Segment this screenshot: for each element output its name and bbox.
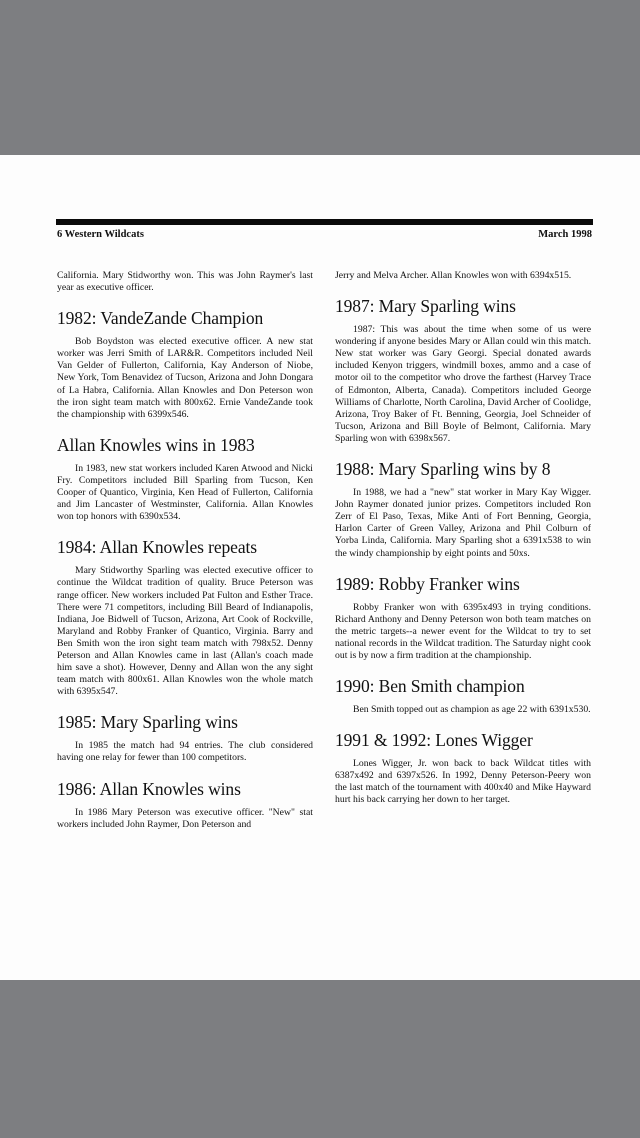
right-column [335,270,591,807]
header-rule [56,219,593,225]
section-heading-1988: 1988: Mary Sparling wins by 8 [335,459,551,480]
continued-paragraph: Jerry and Melva Archer. Allan Knowles won with 6394x515. [335,270,572,281]
section-body-1984: Mary Stidworthy Sparling was elected executive officer to continue the Wildcat tradition of quality. Bruce Peterson was range officer. New workers included Pat Fulton and Esther Trace. There were 71 competitors, including Bill Beard of Indianapolis, Indiana, Joe Bidwell of Tucson, Arizona, Art Cook of Rockville, Maryland and Robby Franker of Quantico, Virginia. Barry and Ben Smith won the iron sight team match with 798x52. Denny Peterson and Allan Knowles came in last (Allan's coach made him save a shot). However, Denny and Allan won the any sight team match with 800x61. Allan Knowles won the whole match with 6395x547. [57,565,313,698]
section-heading-1989: 1989: Robby Franker wins [335,573,520,594]
section-heading-1985: 1985: Mary Sparling wins [57,712,238,733]
section-heading-1984: 1984: Allan Knowles repeats [57,537,257,558]
section-body-1988: In 1988, we had a "new" stat worker in Mary Kay Wigger. John Raymer donated junior prizes. Competitors included Ron Zerr of El Paso, Texas, Mike Anti of Fort Benning, Georgia, Harlon Carter of Green Valley, Arizona and Phil Colburn of Yorba Linda, California. Mary Sparling shot a 6391x538 to win the windy championship by eight points and 50xs. [335,487,591,559]
section-body-1987: 1987: This was about the time when some of us were wondering if anyone besides Mary or Allan could win this match. New stat worker was Gary Georgi. Special donated awards included Kenyon triggers, windmill boxes, ammo and a case of motor oil to the competitor who drove the farthest (Harvey Trace of Edmonton, Alberta, Canada). Competitors included George Williams of Charlotte, North Carolina, David Archer of Coolidge, Arizona, Troy Baker of Ft. Benning, Georgia, Joel Schneider of Tucson, Arizona and Bill Boyle of Belmont, California. Mary Sparling won with 6398x567. [335,324,591,444]
continued-paragraph: California. Mary Stidworthy won. This was John Raymer's last year as executive officer. [57,270,313,294]
running-header-page-title: 6 Western Wildcats [57,229,144,240]
section-heading-1987: 1987: Mary Sparling wins [335,296,516,317]
left-column [57,270,313,831]
section-heading-1990: 1990: Ben Smith champion [335,676,525,697]
section-body-1986: In 1986 Mary Peterson was executive officer. "New" stat workers included John Raymer, Don Peterson and [57,806,313,830]
scanned-page [0,155,640,980]
section-body-1982: Bob Boydston was elected executive officer. A new stat worker was Jerri Smith of LAR&R. Competitors included Neil Van Gelder of Fullerton, California, Kay Anderson of Niobe, New York, Tom Benavidez of Tucson, Arizona and John Dongara of La Habra, California. Allan Knowles and Don Peterson won the iron sight team match with 800x62. Ernie VandeZande took the championship with 6399x546. [57,336,313,420]
section-body-1985: In 1985 the match had 94 entries. The club considered having one relay for fewer than 100 competitors. [57,740,313,764]
section-body-1990: Ben Smith topped out as champion as age 22 with 6391x530. [353,704,591,716]
section-heading-1991-1992: 1991 & 1992: Lones Wigger [335,730,533,751]
section-heading-1982: 1982: VandeZande Champion [57,308,264,329]
running-header-date: March 1998 [538,229,592,240]
section-heading-1986: 1986: Allan Knowles wins [57,778,241,799]
section-heading-1983: Allan Knowles wins in 1983 [57,434,255,455]
section-body-1991-1992: Lones Wigger, Jr. won back to back Wildcat titles with 6387x492 and 6397x526. In 1992, Denny Peterson-Peery won the last match of the tournament with 400x40 and Mike Hayward hurt his back carrying her down to her target. [335,758,591,806]
section-body-1983: In 1983, new stat workers included Karen Atwood and Nicki Fry. Competitors included Bill Sparling from Tucson, Ken Cooper of Quantico, Virginia, Ken Head of Fullerton, California and Jim Lancaster of Westminster, California. Allan Knowles won top honors with 6390x534. [57,462,313,523]
section-body-1989: Robby Franker won with 6395x493 in trying conditions. Richard Anthony and Denny Peterson won both team matches on the metric targets--a newer event for the Wildcat to try to set national records in the Wildcat tradition. The Saturday night cook out is by now a firm tradition at the championship. [335,601,591,661]
